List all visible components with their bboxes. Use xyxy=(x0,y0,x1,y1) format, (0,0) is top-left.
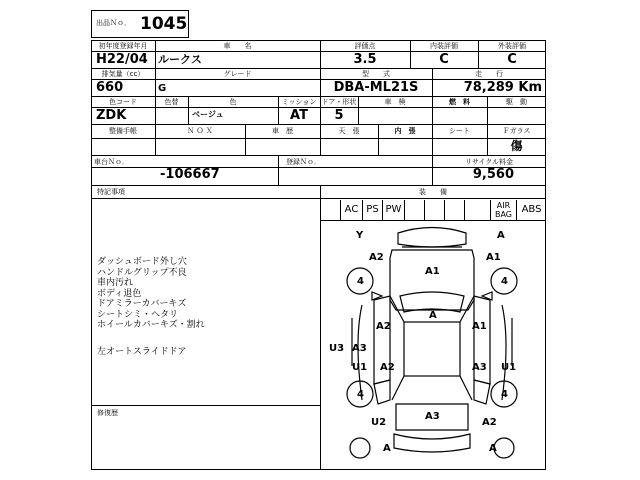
right-side-outline xyxy=(502,305,506,400)
color-value: ベージュ xyxy=(192,110,224,119)
remark-line: シートシミ・ヘタリ xyxy=(97,309,179,320)
hood-shape xyxy=(390,250,474,310)
chassis-number-label: 車台Ｎｏ． xyxy=(94,158,129,166)
mark-tire-rl: 4 xyxy=(357,389,364,400)
front-bumper-shape xyxy=(398,228,466,248)
interior-grade-label: 内装評価 xyxy=(430,42,458,50)
inspection-label: 車 検 xyxy=(384,98,406,106)
lot-number-label: 出品Ｎｏ． xyxy=(96,19,131,27)
left-rear-door xyxy=(374,380,390,404)
right-rear-door xyxy=(474,380,490,404)
score-label: 評価点 xyxy=(354,42,376,50)
color-change-label: 色替 xyxy=(164,98,179,106)
mark-tire-rr: 4 xyxy=(501,389,508,400)
mark-a1-hood: A1 xyxy=(425,266,440,277)
ceiling-label: 天 張 xyxy=(338,127,360,135)
seat-label: シート xyxy=(449,127,470,135)
interior-trim-label: 内 張 xyxy=(394,127,416,135)
mark-u1-right: U1 xyxy=(501,362,517,373)
first-registration-value: H22/04 xyxy=(96,52,148,67)
mark-a2-rear: A2 xyxy=(482,417,497,428)
mark-a2-left: A2 xyxy=(369,252,384,263)
mark-a-bottom-right: A xyxy=(489,443,497,454)
color-label: 色 xyxy=(229,98,237,106)
model-value: DBA-ML21S xyxy=(333,80,419,95)
remark-line: ハンドルグリップ不良 xyxy=(97,267,187,278)
service-book-label: 整備手帳 xyxy=(109,127,137,135)
remark-line: 車内汚れ xyxy=(97,278,134,288)
fuel-label: 燃 料 xyxy=(449,98,470,106)
exterior-grade-value: C xyxy=(507,52,517,67)
mark-a-roof: A xyxy=(429,310,437,321)
equipment-pw: PW xyxy=(382,200,404,220)
mark-tire-fl: 4 xyxy=(357,276,364,287)
grade-value: G xyxy=(158,83,167,94)
mileage-label: 走 行 xyxy=(475,70,503,78)
nox-label: Ｎ Ｏ Ｘ xyxy=(187,127,213,135)
car-name-label: 車 名 xyxy=(223,42,252,50)
remark-line: ホイールカバーキズ・割れ xyxy=(97,320,205,330)
mark-a2-left-low: A2 xyxy=(380,362,395,373)
doors-label: ドア・形状 xyxy=(321,98,357,106)
remark-line: ボディ退色 xyxy=(97,288,142,299)
exterior-grade-label: 外装評価 xyxy=(498,42,526,50)
registration-number-label: 登録Ｎｏ． xyxy=(286,158,321,166)
lot-number-value: 1045 xyxy=(140,14,188,34)
score-value: 3.5 xyxy=(353,52,377,67)
mark-a1-mid: A1 xyxy=(472,321,487,332)
car-name-value: ルークス xyxy=(158,53,202,66)
displacement-value: 660 xyxy=(96,80,124,95)
repair-history-label: 修復歴 xyxy=(97,409,118,417)
car-history-label: 車 歴 xyxy=(272,127,293,135)
mark-a3-right: A3 xyxy=(472,362,487,373)
mark-a2-mid: A2 xyxy=(376,321,391,332)
drive-label: 駆 動 xyxy=(506,98,527,106)
recycle-fee-label: リサイクル料金 xyxy=(464,158,514,166)
displacement-label: 排気量（cc） xyxy=(101,70,145,78)
interior-grade-value: C xyxy=(439,52,449,67)
first-registration-label: 初年度登録年月 xyxy=(98,42,148,50)
color-code-label: 色コード xyxy=(109,98,137,106)
mark-a3-rear: A3 xyxy=(425,411,440,422)
mark-y: Y xyxy=(356,230,364,241)
mark-u2: U2 xyxy=(371,417,387,428)
mileage-value: 78,289 Km xyxy=(463,80,542,95)
mark-a1-right-top: A1 xyxy=(486,252,501,263)
tire-spare-right xyxy=(494,438,514,458)
remark-line: ドアミラーカバーキズ xyxy=(97,299,187,309)
roof-shape xyxy=(404,322,460,376)
rear-bumper-shape xyxy=(394,434,470,452)
pillar-left xyxy=(390,296,404,322)
equipment-abs: ABS xyxy=(516,200,546,220)
mark-tire-fr: 4 xyxy=(501,276,508,287)
remark-note-line: 左オートスライドドア xyxy=(97,347,187,357)
mark-a-top: A xyxy=(497,230,505,241)
mission-label: ミッション xyxy=(281,98,317,106)
chassis-number-value: -106667 xyxy=(160,167,220,182)
grade-label: グレード xyxy=(223,70,252,78)
mark-a-bottom-left: A xyxy=(383,443,391,454)
remarks-label: 特記事項 xyxy=(97,188,125,196)
front-glass-label: Ｆガラス xyxy=(502,127,531,135)
equipment-label: 装 備 xyxy=(419,188,447,196)
mark-a3-left: A3 xyxy=(352,343,367,354)
color-code-value: ZDK xyxy=(96,108,127,123)
pillar-right xyxy=(460,296,474,322)
doors-value: 5 xyxy=(334,108,344,123)
mission-value: AT xyxy=(290,108,308,123)
pillar-rear-right xyxy=(460,376,472,400)
remark-line: ダッシュボード外し穴 xyxy=(97,257,187,267)
pillar-rear-left xyxy=(392,376,404,400)
mark-u1-left: U1 xyxy=(352,362,368,373)
equipment-ps: PS xyxy=(362,200,382,220)
windshield-shape xyxy=(400,292,464,312)
mark-u3: U3 xyxy=(329,343,345,354)
equipment-ac: AC xyxy=(340,200,362,220)
front-glass-value: 傷 xyxy=(510,139,523,153)
tire-spare-left xyxy=(350,438,370,458)
equipment-airbag: AIR BAG xyxy=(490,200,516,220)
recycle-fee-value: 9,560 xyxy=(472,167,514,182)
model-label: 型 式 xyxy=(362,70,390,78)
